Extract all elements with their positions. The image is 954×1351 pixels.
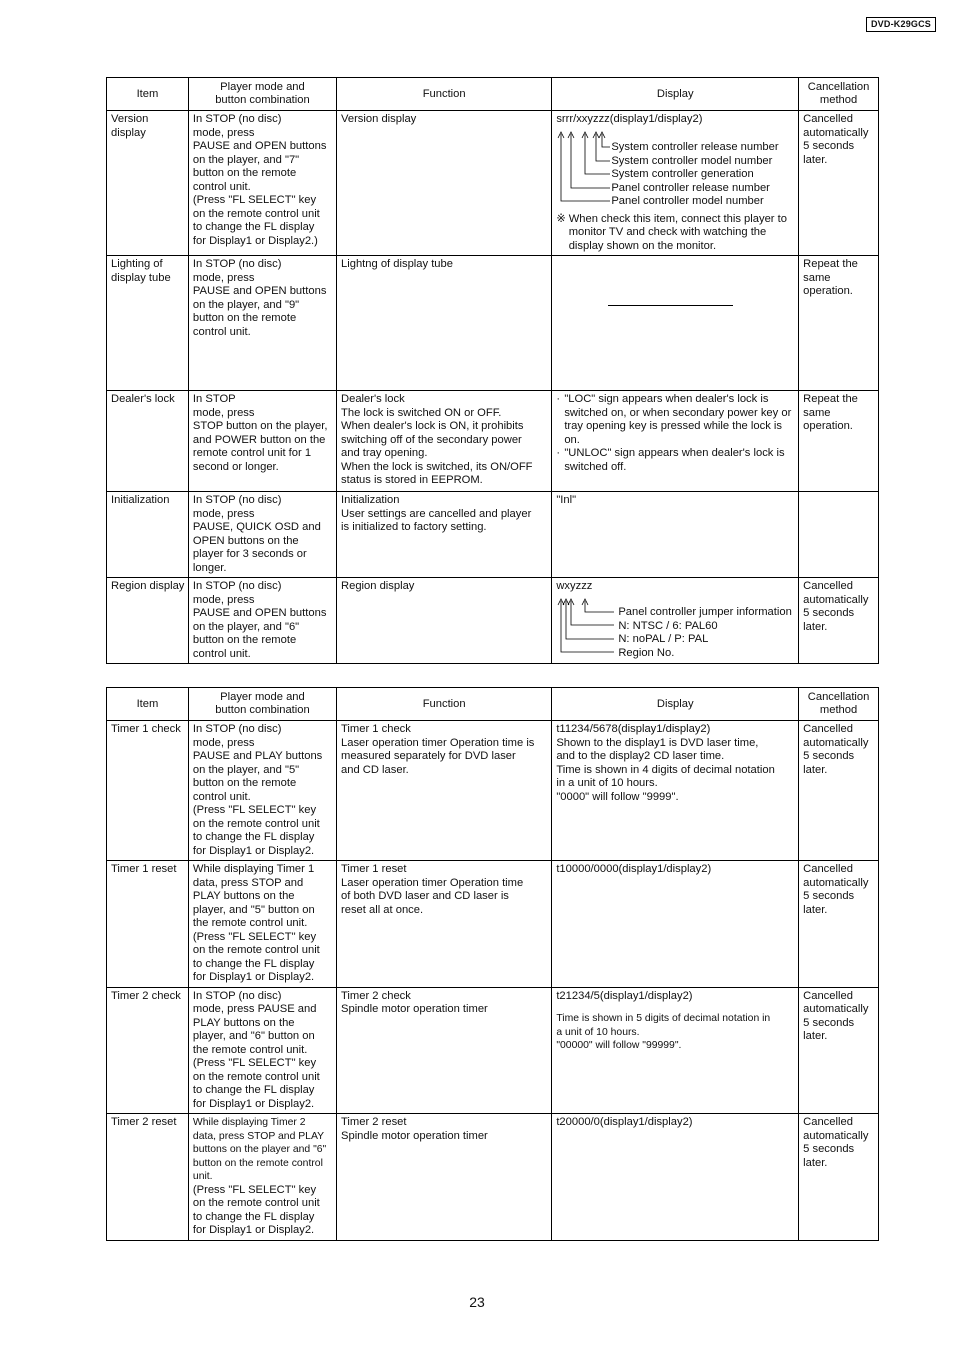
table-row — [107, 861, 879, 988]
table-row — [107, 1114, 879, 1241]
item-cell: Version display — [107, 111, 189, 256]
cancel-cell: Cancelled automatically 5 seconds later. — [799, 987, 879, 1114]
header-cancel: Cancellation method — [799, 78, 879, 111]
annotation-label: N: NTSC / 6: PAL60 — [618, 619, 718, 632]
display-cell — [552, 391, 799, 492]
mode-cell: In STOP (no disc) mode, press PAUSE and PLAY buttons on the player, and "6" button on the remote control unit. (Press "FL SELECT" key on the remote control unit to change the FL display for Display1 or Display2. — [188, 987, 336, 1114]
cancel-cell: Cancelled automatically 5 seconds later. — [799, 111, 879, 256]
header-mode: Player mode and button combination — [188, 688, 336, 721]
header-function: Function — [337, 688, 552, 721]
display-cell — [552, 256, 799, 391]
function-cell: Timer 1 reset Laser operation timer Operation time of both DVD laser and CD laser is reset all at once. — [337, 861, 552, 988]
cancel-cell — [799, 492, 879, 578]
header-item: Item — [107, 688, 189, 721]
annotation-label: System controller generation — [611, 167, 754, 180]
header-function: Function — [337, 78, 552, 111]
list-item — [556, 393, 795, 447]
header-display: Display — [552, 78, 799, 111]
table-header-row — [107, 78, 879, 111]
annotation-label: N: noPAL / P: PAL — [618, 632, 709, 645]
display-code: t21234/5(display1/display2) — [556, 989, 693, 1002]
function-cell: Region display — [337, 578, 552, 664]
region-annotation-diagram — [556, 594, 795, 659]
display-cell: "Inl" — [552, 492, 799, 578]
display-code: wxyzzz — [556, 580, 593, 592]
service-mode-table-1 — [106, 77, 879, 664]
annotation-label: Region No. — [618, 646, 675, 659]
cancel-cell: Repeat the same operation. — [799, 391, 879, 492]
table-row — [107, 492, 879, 578]
item-cell: Region display — [107, 578, 189, 664]
table-row — [107, 721, 879, 861]
table-row — [107, 111, 879, 256]
table-row — [107, 256, 879, 391]
mode-text: (Press "FL SELECT" key on the remote control unit to change the FL display for Display1 or Display2. — [192, 1183, 320, 1236]
version-annotation-diagram — [556, 127, 795, 209]
annotation-label: Panel controller release number — [611, 181, 770, 194]
mode-cell — [188, 1114, 336, 1241]
display-cell — [552, 578, 799, 664]
item-cell: Timer 2 check — [107, 987, 189, 1114]
cancel-cell: Cancelled automatically 5 seconds later. — [799, 721, 879, 861]
mode-cell: In STOP (no disc) mode, press PAUSE, QUICK OSD and OPEN buttons on the player for 3 seconds or longer. — [188, 492, 336, 578]
annotation-label: Panel controller jumper information — [618, 605, 792, 618]
display-cell: t10000/0000(display1/display2) — [552, 861, 799, 988]
item-cell: Initialization — [107, 492, 189, 578]
annotation-label: Panel controller model number — [611, 194, 764, 207]
mode-cell: In STOP (no disc) mode, press PAUSE and OPEN buttons on the player, and "6" button on the remote control unit. — [188, 578, 336, 664]
function-cell: Timer 2 check Spindle motor operation timer — [337, 987, 552, 1114]
page-number: 23 — [469, 1294, 485, 1310]
table-header-row — [107, 688, 879, 721]
header-cancel: Cancellation method — [799, 688, 879, 721]
header-display: Display — [552, 688, 799, 721]
note-symbol: ※ — [556, 212, 566, 225]
item-cell: Lighting of display tube — [107, 256, 189, 391]
note-text: When check this item, connect this player to monitor TV and check with watching the display shown on the monitor. — [568, 212, 787, 252]
mode-cell: In STOP (no disc) mode, press PAUSE and PLAY buttons on the player, and "5" button on the remote control unit. (Press "FL SELECT" key on the remote control unit to change the FL display for Display1 or Display2. — [188, 721, 336, 861]
function-cell: Lightng of display tube — [337, 256, 552, 391]
display-cell — [552, 987, 799, 1114]
mode-text-compact: While displaying Timer 2 data, press STOP and PLAY buttons on the player and "6" button on the remote control unit. — [192, 1117, 327, 1182]
item-cell: Dealer's lock — [107, 391, 189, 492]
bullet-text: "UNLOC" sign appears when dealer's lock is switched off. — [564, 447, 785, 473]
table-row — [107, 578, 879, 664]
function-cell: Timer 1 check Laser operation timer Operation time is measured separately for DVD laser and CD laser. — [337, 721, 552, 861]
cancel-cell: Cancelled automatically 5 seconds later. — [799, 578, 879, 664]
bullet: · — [556, 447, 561, 459]
function-cell: Initialization User settings are cancelled and player is initialized to factory setting. — [337, 492, 552, 578]
bullet-text: "LOC" sign appears when dealer's lock is switched on, or when secondary power key or tray opening key is pressed while the lock is on. — [564, 393, 792, 446]
model-number-badge: DVD-K29GCS — [866, 17, 936, 32]
function-cell: Timer 2 reset Spindle motor operation timer — [337, 1114, 552, 1241]
mode-cell: In STOP mode, press STOP button on the player, and POWER button on the remote control unit for 1 second or longer. — [188, 391, 336, 492]
display-cell — [552, 111, 799, 256]
mode-cell: In STOP (no disc) mode, press PAUSE and OPEN buttons on the player, and "7" button on the remote control unit. (Press "FL SELECT" key on the remote control unit to change the FL display for Display1 or Display2.) — [188, 111, 336, 256]
spacer — [556, 1003, 795, 1012]
mode-cell: In STOP (no disc) mode, press PAUSE and OPEN buttons on the player, and "9" button on the remote control unit. — [188, 256, 336, 391]
monitor-note — [556, 213, 795, 254]
annotation-label: System controller model number — [611, 154, 773, 167]
display-cell: t20000/0(display1/display2) — [552, 1114, 799, 1241]
bullet: · — [556, 393, 561, 405]
service-mode-table-2 — [106, 687, 879, 1241]
cancel-cell: Cancelled automatically 5 seconds later. — [799, 861, 879, 988]
table-row — [107, 391, 879, 492]
display-code: srrr/xxyzzz(display1/display2) — [556, 113, 703, 125]
mode-cell: While displaying Timer 1 data, press STOP and PLAY buttons on the player, and "5" button on the remote control unit. (Press "FL SELECT" key on the remote control unit to change the FL display for Display1 or Display2. — [188, 861, 336, 988]
item-cell: Timer 1 reset — [107, 861, 189, 988]
cancel-cell: Cancelled automatically 5 seconds later. — [799, 1114, 879, 1241]
list-item — [556, 447, 795, 474]
header-item: Item — [107, 78, 189, 111]
annotation-label: System controller release number — [611, 140, 779, 153]
function-cell: Version display — [337, 111, 552, 256]
function-cell: Dealer's lock The lock is switched ON or OFF. When dealer's lock is ON, it prohibits switching off of the secondary power and tray opening. When the lock is switched, its ON/OFF status is stored in EEPROM. — [337, 391, 552, 492]
display-cell: t11234/5678(display1/display2) Shown to the display1 is DVD laser time, and to the display2 CD laser time. Time is shown in 4 digits of decimal notation in a unit of 10 hours. "0000" will follow "9999". — [552, 721, 799, 861]
item-cell: Timer 2 reset — [107, 1114, 189, 1241]
all-segments-lit-line — [608, 305, 733, 306]
display-description: Time is shown in 5 digits of decimal notation in a unit of 10 hours. "00000" will follow "99999". — [556, 1013, 771, 1051]
header-mode: Player mode and button combination — [188, 78, 336, 111]
item-cell: Timer 1 check — [107, 721, 189, 861]
table-row — [107, 987, 879, 1114]
cancel-cell: Repeat the same operation. — [799, 256, 879, 391]
